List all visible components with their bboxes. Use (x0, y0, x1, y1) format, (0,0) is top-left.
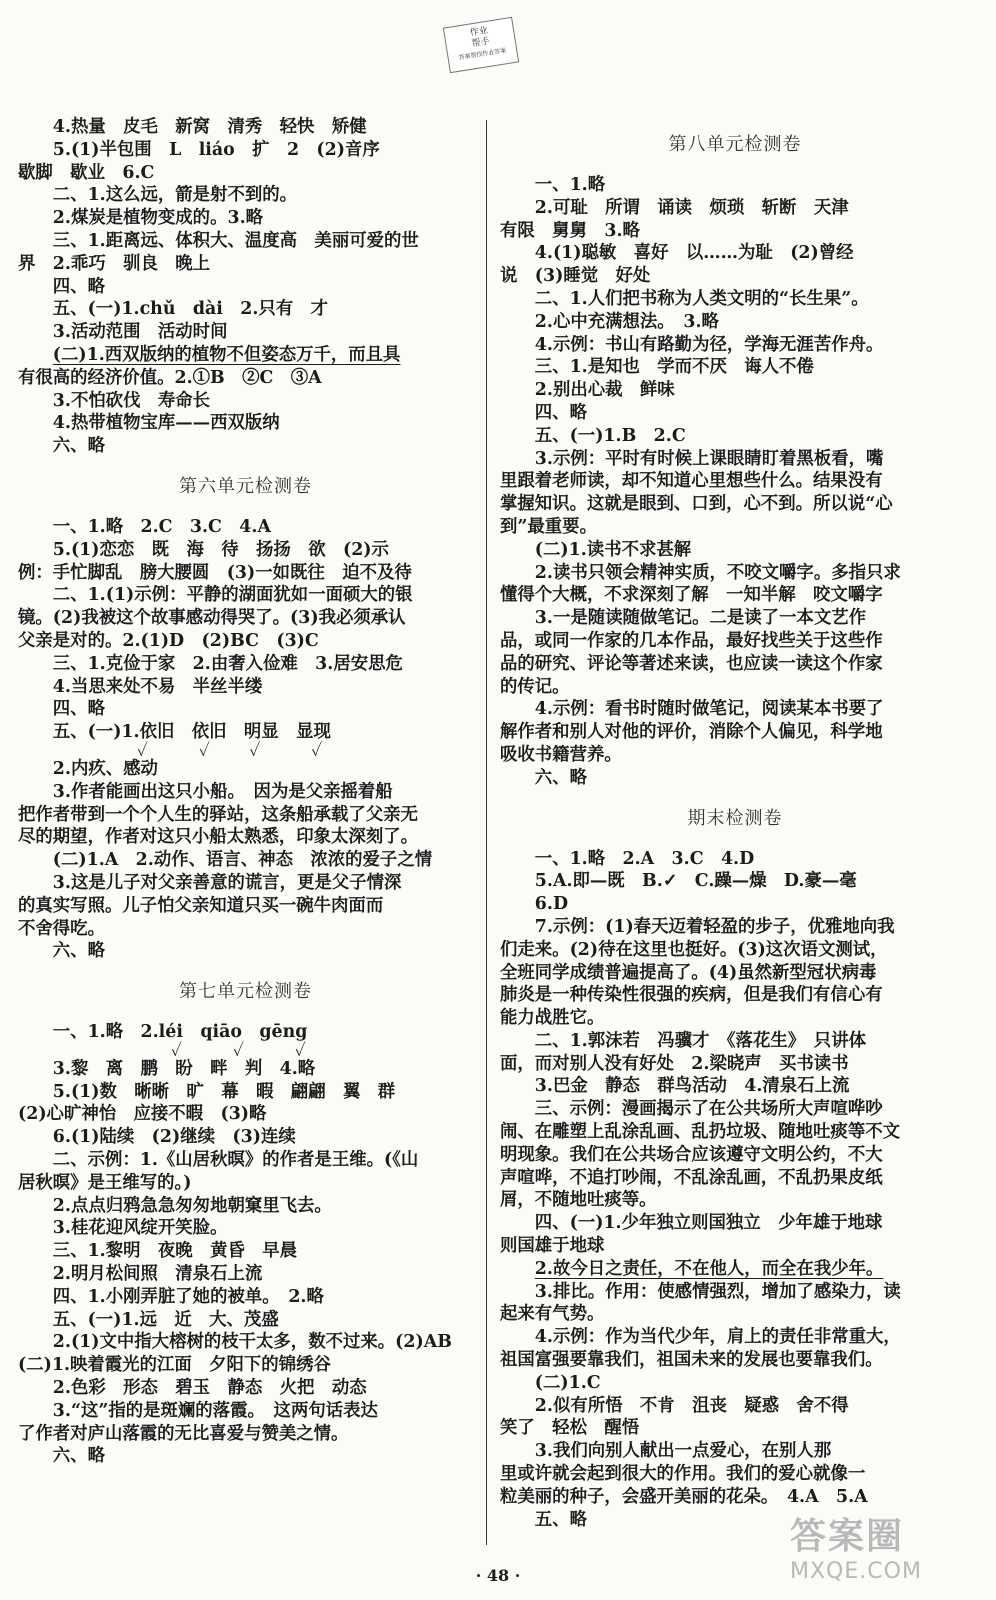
answer-line: 明现象。我们在公共场合应该遵守文明公约，不大 (500, 1144, 883, 1165)
answer-line: 4.(1)聪敏 喜好 以……为耻 (2)曾经 (534, 243, 854, 264)
answer-line: 三、示例：漫画揭示了在公共场所大声喧哗吵 (534, 1099, 883, 1120)
answer-line: 2.似有所悟 不肯 沮丧 疑惑 舍不得 (534, 1395, 849, 1416)
answer-line: 尽的期望，作者对这只小船太熟悉，印象太深刻了。 (18, 827, 418, 848)
watermark-text: 答案圈 (790, 1516, 905, 1557)
stamp-text-mid: 帮手 (471, 36, 491, 50)
check-marks: ✓ ✓ ✓ (18, 1040, 306, 1061)
answer-line: 掌握知识。这就是眼到、口到，心不到。所以说“心 (500, 494, 893, 515)
answer-line: 里或许就会起到很大的作用。我们的爱心就像一 (500, 1464, 866, 1485)
answer-line: 一、1.略 (534, 175, 606, 195)
answer-line: 2.故今日之责任，不在他人，而全在我少年。 (534, 1258, 884, 1279)
answer-line: 3.活动范围 活动时间 (52, 322, 228, 343)
answer-line: 4.示例：看书时随时做笔记，阅读某本书要了 (534, 699, 884, 720)
answer-line: 2.色彩 形态 碧玉 静态 火把 动态 (52, 1378, 367, 1399)
watermark-logo (790, 1508, 980, 1590)
answer-line: 4.示例：作为当代少年，肩上的责任非常重大， (534, 1327, 901, 1348)
answer-line: 五、(一)1.远 近 大、茂盛 (52, 1309, 279, 1330)
answer-line: 的传记。 (500, 676, 570, 697)
answer-line: 6.(1)陆续 (2)继续 (3)连续 (52, 1127, 296, 1148)
answer-line: 有限 舅舅 3.略 (500, 220, 640, 241)
watermark-url: MXQE.COM (790, 1559, 922, 1584)
answer-line: 四、略 (52, 699, 105, 720)
answer-line: 2.可耻 所谓 诵读 烦琐 斩断 天津 (534, 197, 849, 218)
answer-line: 5.(1)数 晰晰 旷 幕 暇 翩翩 翼 群 (52, 1081, 396, 1102)
section-title: 第七单元检测卷 (179, 981, 312, 1003)
answer-line: 品的研究、评论等著述来读，也应读一读这个作家 (500, 653, 883, 674)
answer-line: 四、略 (534, 402, 587, 423)
check-marks: ✓ ✓ ✓ ✓ (18, 740, 323, 761)
answer-line: 3.这是儿子对父亲善意的谎言，更是父子情深 (52, 872, 402, 893)
answer-line: (2)心旷神怡 应接不暇 (3)略 (18, 1104, 267, 1125)
answer-line: 笑了 轻松 醒悟 (500, 1418, 640, 1439)
answer-line: 五、(一)1.B 2.C (534, 425, 686, 446)
page-number: · 48 · (475, 1566, 521, 1585)
answer-line: (二)1.读书不求甚解 (534, 539, 692, 560)
answer-line: 3.示例：平时有时候上课眼睛盯着黑板看，嘴 (534, 448, 884, 469)
answer-line: 三、1.是知也 学而不厌 诲人不倦 (534, 357, 814, 378)
answer-line: 不舍得吃。 (18, 918, 105, 939)
section-title: 第六单元检测卷 (179, 475, 312, 497)
answer-line: 2.点点归鸦急急匆匆地朝窠里飞去。 (52, 1195, 332, 1216)
answer-line: 2.别出心裁 鲜味 (534, 380, 675, 401)
answer-line: 例：手忙脚乱 膀大腰圆 (3)一如既往 迫不及待 (18, 562, 412, 583)
answer-line: 六、略 (52, 941, 105, 962)
answer-line: 四、1.小刚弄脏了她的被单。 2.略 (52, 1286, 324, 1307)
answer-line: 镜。(2)我被这个故事感动得哭了。(3)我必须承认 (18, 608, 406, 629)
answer-line: 3.黎 离 鹏 盼 畔 判 4.略 (52, 1058, 316, 1079)
answer-line: 2.(1)文中指大榕树的枝干太多，数不过来。(2)AB (52, 1332, 452, 1353)
answer-line: 五、(一)1.依旧 依旧 明显 显现 (52, 722, 331, 743)
answer-line: 7.示例：(1)春天迈着轻盈的步子，优雅地向我 (534, 916, 895, 937)
answer-line: 2.心中充满想法。 3.略 (534, 311, 719, 332)
answer-line: 2.煤炭是植物变成的。3.略 (52, 208, 264, 229)
answer-line: 4.热量 皮毛 新窝 清秀 轻快 矫健 (52, 117, 367, 137)
answer-line: 3.巴金 静态 群鸟活动 4.清泉石上流 (534, 1076, 850, 1097)
answer-line: 3.作者能画出这只小船。 因为是父亲摇着船 (52, 781, 393, 802)
answer-line: 闹、在雕塑上乱涂乱画、乱扔垃圾、随地吐痰等不文 (500, 1122, 900, 1143)
answer-line: 了作者对庐山落霞的无比喜爱与赞美之情。 (18, 1423, 349, 1444)
answer-line: 父亲是对的。2.(1)D (2)BC (3)C (18, 630, 319, 651)
answer-line: 6.D (534, 894, 569, 915)
answer-line: 面，而对别人没有好处 2.梁晓声 买书读书 (500, 1053, 849, 1074)
answer-line: 5.A.即—既 B.✓ C.躁—燥 D.豪—毫 (534, 871, 857, 892)
answer-line: 粒美丽的种子，会盛开美丽的花朵。 4.A 5.A (500, 1486, 868, 1507)
answer-line: 二、示例：1.《山居秋暝》的作者是王维。(《山 (52, 1150, 419, 1171)
answer-line: 三、1.距离远、体积大、温度高 美丽可爱的世 (52, 230, 419, 251)
answer-line: 一、1.略 2.A 3.C 4.D (534, 848, 755, 869)
answer-line: 居秋暝》是王维写的。) (18, 1172, 192, 1193)
answer-line: 4.当思来处不易 半丝半缕 (52, 676, 263, 697)
left-column (18, 116, 473, 1468)
answer-line: (二)1.C (534, 1372, 601, 1393)
answer-line: (二)1.映着霞光的江面 夕阳下的锦绣谷 (18, 1355, 331, 1376)
answer-line: 五、略 (534, 1509, 587, 1530)
answer-line: 界 2.乖巧 驯良 晚上 (18, 253, 211, 274)
answer-line: 二、1.这么远，箭是射不到的。 (52, 185, 298, 206)
answer-line: 2.明月松间照 清泉石上流 (52, 1264, 263, 1285)
answer-line: 解作者和别人对他的评价，消除个人偏见，科学地 (500, 722, 883, 743)
answer-line: 六、略 (52, 1446, 105, 1467)
answer-line: 到”最重要。 (500, 516, 597, 537)
answer-line: 5.(1)半包围 L liáo 扩 2 (2)音序 (52, 139, 380, 160)
answer-line: 5.(1)恋恋 既 海 待 扬扬 欲 (2)示 (52, 539, 389, 560)
answer-line: 一、1.略 2.C 3.C 4.A (52, 516, 271, 537)
answer-line: 四、(一)1.少年独立则国独立 少年雄于地球 (534, 1213, 883, 1234)
answer-line: 祖国富强要靠我们，祖国未来的发展也要靠我们。 (500, 1350, 883, 1371)
answer-line: 全班同学成绩普遍提高了。(4)虽然新型冠状病毒 (500, 962, 877, 983)
answer-line: 3.不怕砍伐 寿命长 (52, 390, 211, 411)
answer-line: 说 (3)睡觉 好处 (500, 266, 651, 287)
answer-line: 歇脚 歇业 6.C (18, 162, 155, 183)
answer-line: 二、1.(1)示例：平静的湖面犹如一面硕大的银 (52, 585, 413, 606)
answer-line: 们走来。(2)待在这里也挺好。(3)这次语文测试， (500, 939, 888, 960)
answer-line: 四、略 (52, 276, 105, 297)
answer-line: 把作者带到一个个人生的驿站，这条船承载了父亲无 (18, 804, 418, 825)
answer-line: 三、1.克俭于家 2.由奢入俭难 3.居安思危 (52, 653, 403, 674)
answer-line: 4.热带植物宝库——西双版纳 (52, 413, 280, 434)
answer-line: 3.我们向别人献出一点爱心，在别人那 (534, 1441, 832, 1462)
answer-line: 六、略 (52, 436, 105, 457)
answer-line: 五、(一)1.chǔ dài 2.只有 才 (52, 299, 328, 320)
answer-line: 3.一是随读随做笔记。二是读了一本文艺作 (534, 608, 866, 629)
answer-line: 有很高的经济价值。2.①B ②C ③A (18, 367, 322, 388)
right-column (500, 116, 970, 1531)
answer-line: 4.示例：书山有路勤为径，学海无涯苦作舟。 (534, 334, 884, 355)
answer-line: 的真实写照。儿子怕父亲知道只买一碗牛肉面而 (18, 895, 384, 916)
answer-line: 屑，不随地吐痰等。 (500, 1190, 657, 1211)
answer-line: 肺炎是一种传染性很强的疾病，但是我们有信心有 (500, 985, 883, 1006)
section-title: 期末检测卷 (687, 807, 783, 829)
answer-line: 里跟着老师读，却不知道心里想些什么。结果没有 (500, 471, 883, 492)
answer-line: 二、1.郭沫若 冯骥才 《落花生》 只讲体 (534, 1030, 866, 1051)
answer-line: 声喧哗，不追打吵闹，不乱涂乱画，不乱扔果皮纸 (500, 1167, 883, 1188)
answer-line: (二)1.A 2.动作、语言、神态 浓浓的爱子之情 (52, 850, 433, 871)
column-divider (486, 120, 487, 1545)
answer-line: (二)1.西双版纳的植物不但姿态万千，而且具 (52, 344, 401, 365)
answer-line: 3.“这”指的是斑斓的落霞。 这两句话表达 (52, 1400, 378, 1421)
answer-line: 一、1.略 2.léi qiāo gēng (52, 1022, 308, 1043)
answer-line: 二、1.人们把书称为人类文明的“长生果”。 (534, 288, 869, 309)
answer-line: 2.内疚、感动 (52, 758, 158, 779)
answer-line: 懂得个大概，不求深刻了解 一知半解 咬文嚼字 (500, 585, 883, 606)
stamp-text-top: 作业 (469, 25, 489, 39)
answer-line: 2.读书只领会精神实质，不咬文嚼字。多指只求 (534, 562, 901, 583)
stamp-logo (443, 17, 519, 73)
answer-line: 3.排比。作用：使感情强烈，增加了感染力，读 (534, 1281, 901, 1302)
answer-line: 品，或同一作家的几本作品，最好找些关于这些作 (500, 630, 883, 651)
answer-line: 起来有气势。 (500, 1304, 605, 1325)
answer-line: 能力战胜它。 (500, 1008, 605, 1029)
answer-line: 则国雄于地球 (500, 1236, 605, 1257)
answer-line: 吸收书籍营养。 (500, 744, 622, 765)
answer-line: 三、1.黎明 夜晚 黄昏 早晨 (52, 1241, 298, 1262)
answer-line: 3.桂花迎风绽开笑脸。 (52, 1218, 228, 1239)
answer-line: 六、略 (534, 767, 587, 788)
stamp-text-bottom: 答案帮找作业答案 (458, 47, 507, 62)
section-title: 第八单元检测卷 (668, 134, 802, 155)
